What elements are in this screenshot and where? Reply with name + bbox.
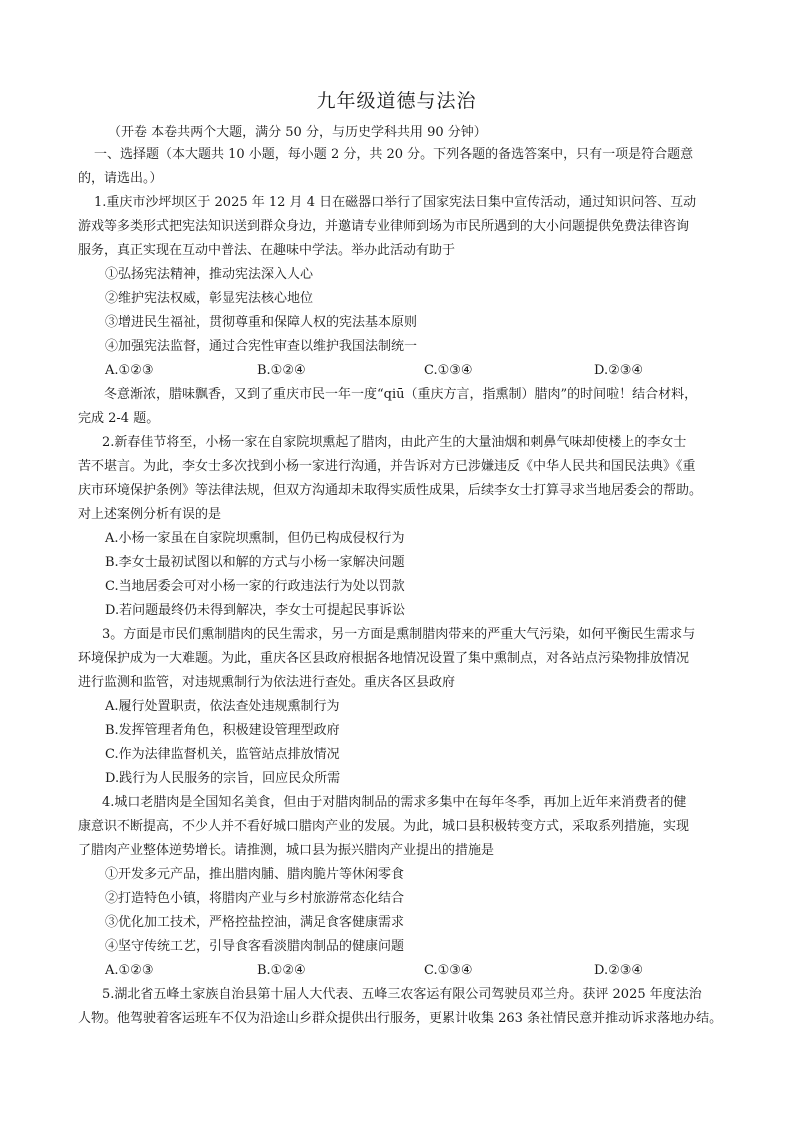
q4-option-b[interactable]: B.①②④: [257, 963, 306, 978]
q3-stem-line: 环境保护成为一大难题。为此，重庆各区县政府根据各地情况设置了集中熏制点，对各站点污染物排放情况: [78, 651, 690, 666]
q3-option-b[interactable]: B.发挥管理者角色，积极建设管理型政府: [105, 723, 340, 738]
q1-stem-line: 1.重庆市沙坪坝区于 2025 年 12 月 4 日在磁器口举行了国家宪法日集中宣传活动，通过知识问答、互动: [94, 195, 697, 210]
q2-option-c[interactable]: C.当地居委会可对小杨一家的行政违法行为处以罚款: [105, 579, 405, 594]
q3-option-a[interactable]: A.履行处置职责，依法查处违规熏制行为: [105, 699, 340, 714]
q1-item: ③增进民生福祉，贯彻尊重和保障人权的宪法基本原则: [105, 315, 418, 330]
q2-option-d[interactable]: D.若问题最终仍未得到解决，李女士可提起民事诉讼: [105, 603, 406, 618]
q2-stem-line: 2.新春佳节将至，小杨一家在自家院坝熏起了腊肉，由此产生的大量油烟和刺鼻气味却使楼上的李女士: [102, 435, 687, 450]
q2-option-b[interactable]: B.李女士最初试图以和解的方式与小杨一家解决问题: [105, 555, 405, 570]
q1-stem-line: 服务，真正实现在互动中普法、在趣味中学法。举办此活动有助于: [78, 243, 456, 258]
q2-stem-line: 对上述案例分析有误的是: [78, 507, 222, 522]
q4-item: ②打造特色小镇，将腊肉产业与乡村旅游常态化结合: [105, 891, 405, 906]
section-heading: 一、选择题（本大题共 10 小题，每小题 2 分，共 20 分。下列各题的备选答案中，只有一项是符合题意: [94, 147, 694, 162]
q5-stem-line: 人物。他驾驶着客运班车不仅为沿途山乡群众提供出行服务，更累计收集 263 条社情民意并推动诉求落地办结。: [78, 1011, 723, 1026]
q3-stem-line: 进行监测和监管，对违规熏制行为依法进行查处。重庆各区县政府: [78, 675, 456, 690]
page-title: 九年级道德与法治: [316, 90, 477, 112]
q5-stem-line: 5.湖北省五峰土家族自治县第十届人大代表、五峰三农客运有限公司驾驶员邓兰舟。获评 2025 年度法治: [102, 987, 702, 1002]
q4-option-a[interactable]: A.①②③: [105, 963, 154, 978]
q3-option-c[interactable]: C.作为法律监督机关，监管站点排放情况: [105, 747, 340, 762]
material-intro-cont: 完成 2-4 题。: [78, 411, 160, 426]
q1-option-d[interactable]: D.②③④: [594, 363, 644, 378]
q4-stem-line: 康意识不断提高，不少人并不看好城口腊肉产业的发展。为此，城口县积极转变方式，采取系列措施，实现: [78, 819, 690, 834]
q1-item: ①弘扬宪法精神，推动宪法深入人心: [105, 267, 314, 282]
q4-option-c[interactable]: C.①③④: [424, 963, 473, 978]
q1-option-a[interactable]: A.①②③: [105, 363, 154, 378]
q2-stem-line: 苦不堪言。为此，李女士多次找到小杨一家进行沟通，并告诉对方已涉嫌违反《中华人民共和国民法典》《重: [78, 459, 696, 474]
q1-option-b[interactable]: B.①②④: [257, 363, 306, 378]
section-heading-cont: 的，请选出。）: [78, 171, 163, 186]
q4-options: [105, 962, 705, 980]
q1-item: ④加强宪法监督，通过合宪性审查以维护我国法制统一: [105, 339, 418, 354]
q2-option-a[interactable]: A.小杨一家虽在自家院坝熏制，但仍已构成侵权行为: [105, 531, 405, 546]
q4-option-d[interactable]: D.②③④: [594, 963, 644, 978]
q3-stem-line: 3。方面是市民们熏制腊肉的民生需求，另一方面是熏制腊肉带来的严重大气污染，如何平衡民生需求与: [102, 627, 696, 642]
q1-stem-line: 游戏等多类形式把宪法知识送到群众身边，并邀请专业律师到场为市民所遇到的大小问题提供免费法律咨询: [78, 219, 690, 234]
q4-item: ③优化加工技术，严格控盐控油，满足食客健康需求: [105, 915, 405, 930]
q4-stem-line: 了腊肉产业整体逆势增长。请推测，城口县为振兴腊肉产业提出的措施是: [78, 843, 495, 858]
material-intro: 冬意渐浓，腊味飘香，又到了重庆市民一年一度“qiū（重庆方言，指熏制）腊肉”的时间啦！结合材料，: [104, 387, 698, 402]
q4-item: ①开发多元产品，推出腊肉脯、腊肉脆片等休闲零食: [105, 867, 405, 882]
q1-option-c[interactable]: C.①③④: [424, 363, 473, 378]
q3-option-d[interactable]: D.践行为人民服务的宗旨，回应民众所需: [105, 771, 341, 786]
q4-item: ④坚守传统工艺，引导食客看淡腊肉制品的健康问题: [105, 939, 405, 954]
q1-options: [105, 362, 705, 380]
q2-stem-line: 庆市环境保护条例》等法律法规，但双方沟通却未取得实质性成果，后续李女士打算寻求当地居委会的帮助。: [78, 483, 703, 498]
q4-stem-line: 4.城口老腊肉是全国知名美食，但由于对腊肉制品的需求多集中在每年冬季，再加上近年来消费者的健: [102, 795, 687, 810]
q1-item: ②维护宪法权威，彰显宪法核心地位: [105, 291, 314, 306]
exam-note: （开卷 本卷共两个大题，满分 50 分，与历史学科共用 90 分钟）: [108, 125, 487, 140]
